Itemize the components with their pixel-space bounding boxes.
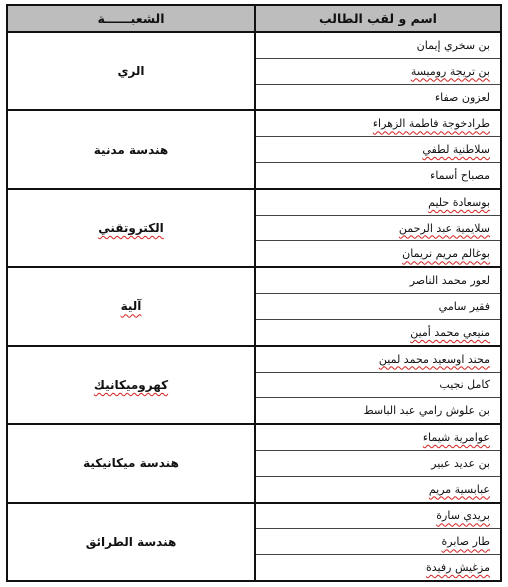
student-name: بريدي سارة — [436, 509, 490, 523]
table-row — [256, 425, 500, 451]
table-row — [256, 477, 500, 502]
student-name: لعور محمد الناصر — [409, 274, 490, 288]
table-row — [256, 294, 500, 320]
student-name: بن علوش رامي عبد الباسط — [363, 404, 490, 418]
student-names-cell — [256, 190, 500, 266]
student-name: طار صابرة — [441, 535, 490, 549]
student-names-cell — [256, 33, 500, 109]
student-names-cell — [256, 504, 500, 580]
table-row — [256, 137, 500, 163]
student-name: بن عديد عبير — [431, 456, 490, 470]
student-name: فقير سامي — [438, 299, 490, 313]
student-name: كامل نجيب — [439, 378, 490, 392]
branch-cell — [8, 268, 256, 344]
student-name: بوغالم مريم نريمان — [402, 247, 490, 261]
student-name: مصباح أسماء — [430, 168, 490, 182]
student-name: محند اوسعيد محمد لمين — [378, 352, 490, 366]
branch-cell — [8, 347, 256, 423]
students-table — [6, 4, 502, 582]
table-row — [256, 59, 500, 85]
branch-cell — [8, 425, 256, 501]
branch-cell — [8, 504, 256, 580]
branch-group — [8, 268, 500, 346]
branch-label: هندسة ميكانيكية — [83, 456, 179, 471]
student-name: سلايمية عبد الرحمن — [398, 221, 490, 235]
table-row — [256, 216, 500, 242]
table-row — [256, 33, 500, 59]
branch-cell — [8, 33, 256, 109]
branch-cell — [8, 190, 256, 266]
table-row — [256, 555, 500, 580]
table-row — [256, 504, 500, 530]
student-name: منيعي محمد أمين — [410, 325, 490, 339]
table-row — [256, 111, 500, 137]
table-row — [256, 320, 500, 345]
student-name: لعزون صفاء — [434, 90, 490, 104]
table-row — [256, 268, 500, 294]
student-names-cell — [256, 425, 500, 501]
header-branch: الشعبــــــة — [8, 6, 256, 31]
student-name: بوسعادة حليم — [428, 195, 490, 209]
branch-label: هندسة مدنية — [93, 142, 169, 157]
student-name: طرادخوجة فاطمة الزهراء — [372, 117, 490, 131]
branch-group — [8, 33, 500, 111]
table-row — [256, 85, 500, 110]
student-name: عبابسية مريم — [428, 482, 490, 496]
table-row — [256, 347, 500, 373]
student-name: عوامرية شيماء — [422, 431, 490, 445]
student-name: سلاطنية لطفي — [422, 143, 490, 157]
table-row — [256, 163, 500, 188]
branch-group — [8, 347, 500, 425]
branch-label: كهروميكانيك — [93, 377, 169, 392]
table-header — [8, 6, 500, 33]
student-names-cell — [256, 111, 500, 187]
branch-label: هندسة الطرائق — [85, 534, 177, 549]
branch-label: آلية — [120, 299, 142, 314]
table-row — [256, 241, 500, 266]
table-row — [256, 529, 500, 555]
table-body — [8, 33, 500, 580]
table-row — [256, 190, 500, 216]
student-names-cell — [256, 268, 500, 344]
student-name: بن سخري إيمان — [416, 38, 490, 52]
table-row — [256, 373, 500, 399]
branch-label: الكتروتقني — [98, 221, 164, 236]
table-row — [256, 451, 500, 477]
branch-group — [8, 504, 500, 580]
branch-group — [8, 190, 500, 268]
student-names-cell — [256, 347, 500, 423]
branch-group — [8, 425, 500, 503]
header-student-name: اسم و لقب الطالب — [319, 11, 437, 26]
student-name: مزغيش رفيدة — [426, 561, 490, 575]
branch-cell — [8, 111, 256, 187]
table-row — [256, 398, 500, 423]
student-name: بن تريجة روميسة — [410, 64, 490, 78]
branch-label: الري — [117, 64, 145, 79]
branch-group — [8, 111, 500, 189]
